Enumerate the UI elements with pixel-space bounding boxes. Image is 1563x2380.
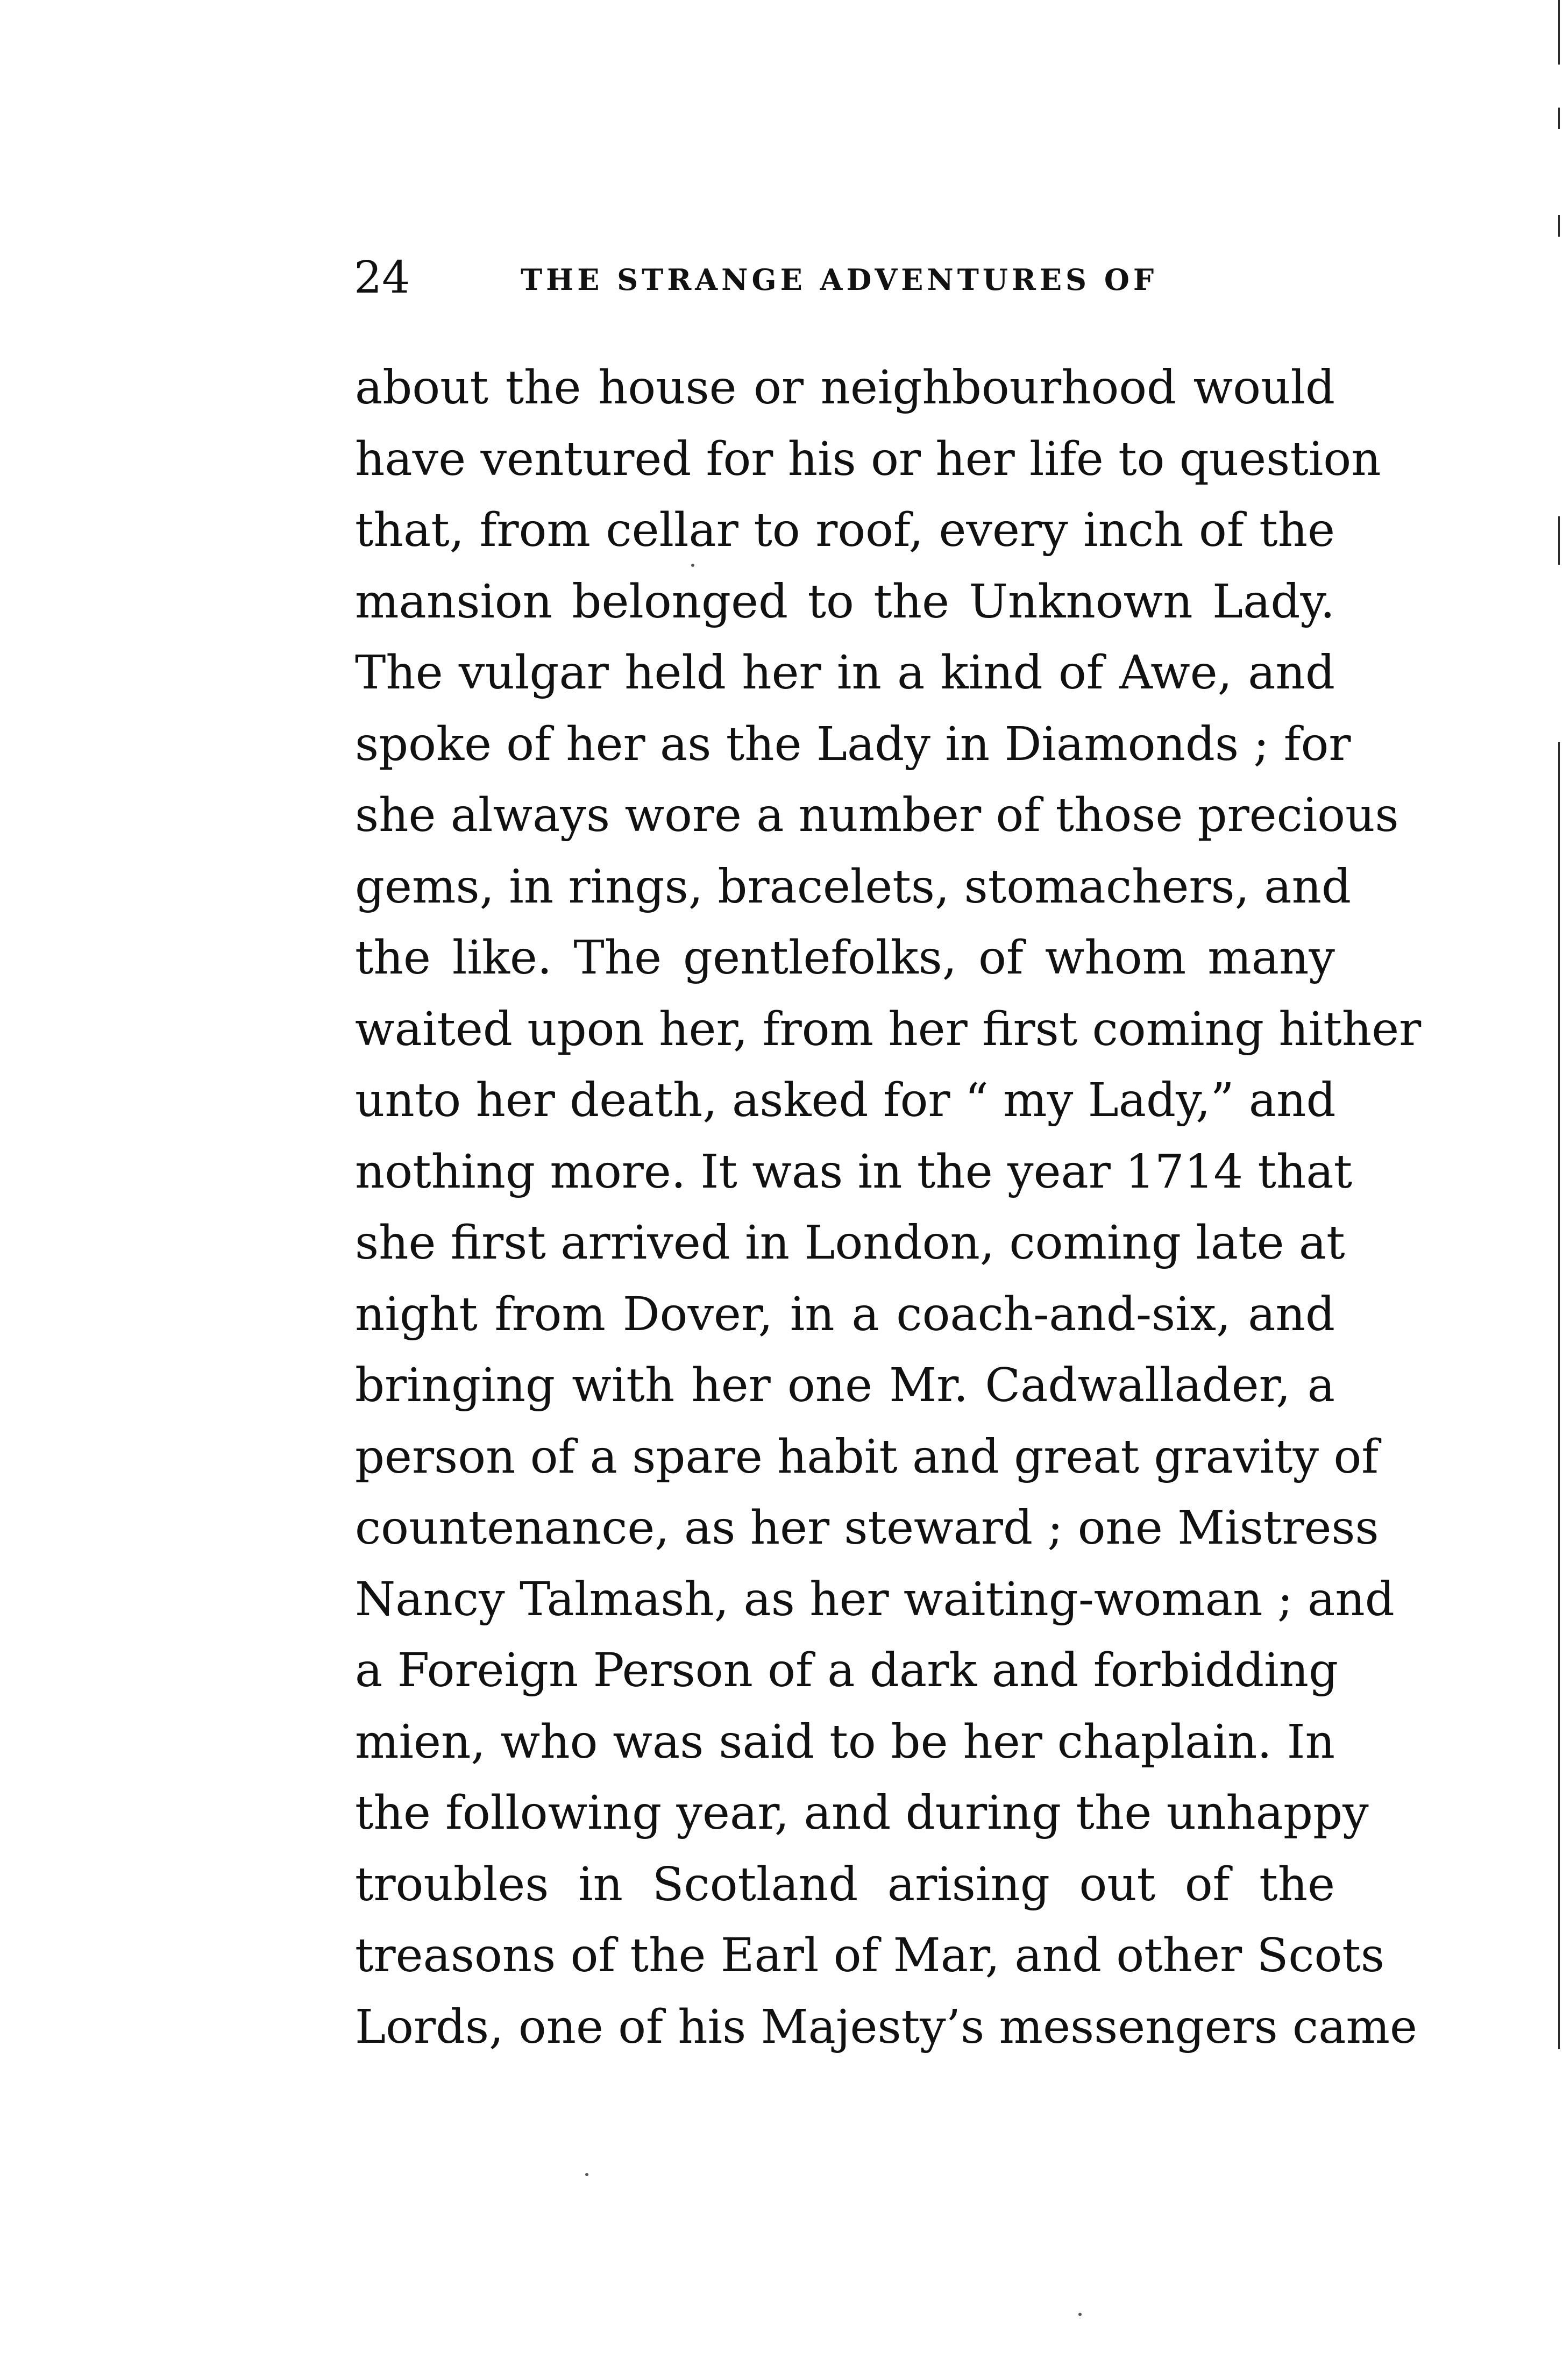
text-line: The vulgar held her in a kind of Awe, and <box>355 646 1335 700</box>
text-line: gems, in rings, bracelets, stomachers, and <box>355 859 1352 914</box>
text-line: about the house or neighbourhood would <box>355 361 1335 415</box>
text-line: unto her death, asked for “ my Lady,” and <box>355 1074 1336 1127</box>
text-line: Nancy Talmash, as her waiting-woman ; and <box>355 1572 1395 1626</box>
text-line: Lords, one of his Majesty’s messengers came <box>355 2000 1417 2054</box>
page-edge-line <box>1558 516 1560 565</box>
running-header <box>354 248 1338 308</box>
text-line: she always wore a number of those precious <box>355 788 1399 842</box>
text-line: the like. The gentlefolks, of whom many <box>355 931 1335 985</box>
text-line: bringing with her one Mr. Cadwallader, a <box>355 1359 1335 1412</box>
ink-speck <box>585 2173 588 2176</box>
page-edge-line <box>1558 742 1560 2049</box>
running-title: THE STRANGE ADVENTURES OF <box>521 262 1158 297</box>
text-line: night from Dover, in a coach-and-six, and <box>355 1287 1335 1341</box>
page-edge-line <box>1558 108 1560 129</box>
text-line: mansion belonged to the Unknown Lady. <box>355 574 1335 629</box>
text-line: person of a spare habit and great gravity of <box>355 1430 1379 1484</box>
text-line: nothing more. It was in the year 1714 that <box>355 1145 1353 1199</box>
page-edge-line <box>1558 215 1560 237</box>
ink-speck <box>691 564 694 567</box>
text-line: the following year, and during the unhappy <box>355 1786 1369 1840</box>
text-line: spoke of her as the Lady in Diamonds ; for <box>355 717 1351 771</box>
text-line: a Foreign Person of a dark and forbidding <box>355 1644 1339 1697</box>
ink-speck <box>1078 2313 1082 2316</box>
text-line: waited upon her, from her first coming hither <box>355 1002 1422 1056</box>
text-line: she first arrived in London, coming late at <box>355 1216 1345 1270</box>
text-line: countenance, as her steward ; one Mistress <box>355 1501 1379 1555</box>
text-line: mien, who was said to be her chaplain. In <box>355 1715 1335 1769</box>
page-edge-line <box>1558 0 1560 65</box>
page-number: 24 <box>354 252 410 303</box>
text-line: troubles in Scotland arising out of the <box>355 1857 1335 1912</box>
body-text <box>355 352 1422 2063</box>
text-line: have ventured for his or her life to question <box>355 432 1381 486</box>
text-line: that, from cellar to roof, every inch of the <box>355 503 1335 557</box>
text-line: treasons of the Earl of Mar, and other Scots <box>355 1929 1385 1983</box>
